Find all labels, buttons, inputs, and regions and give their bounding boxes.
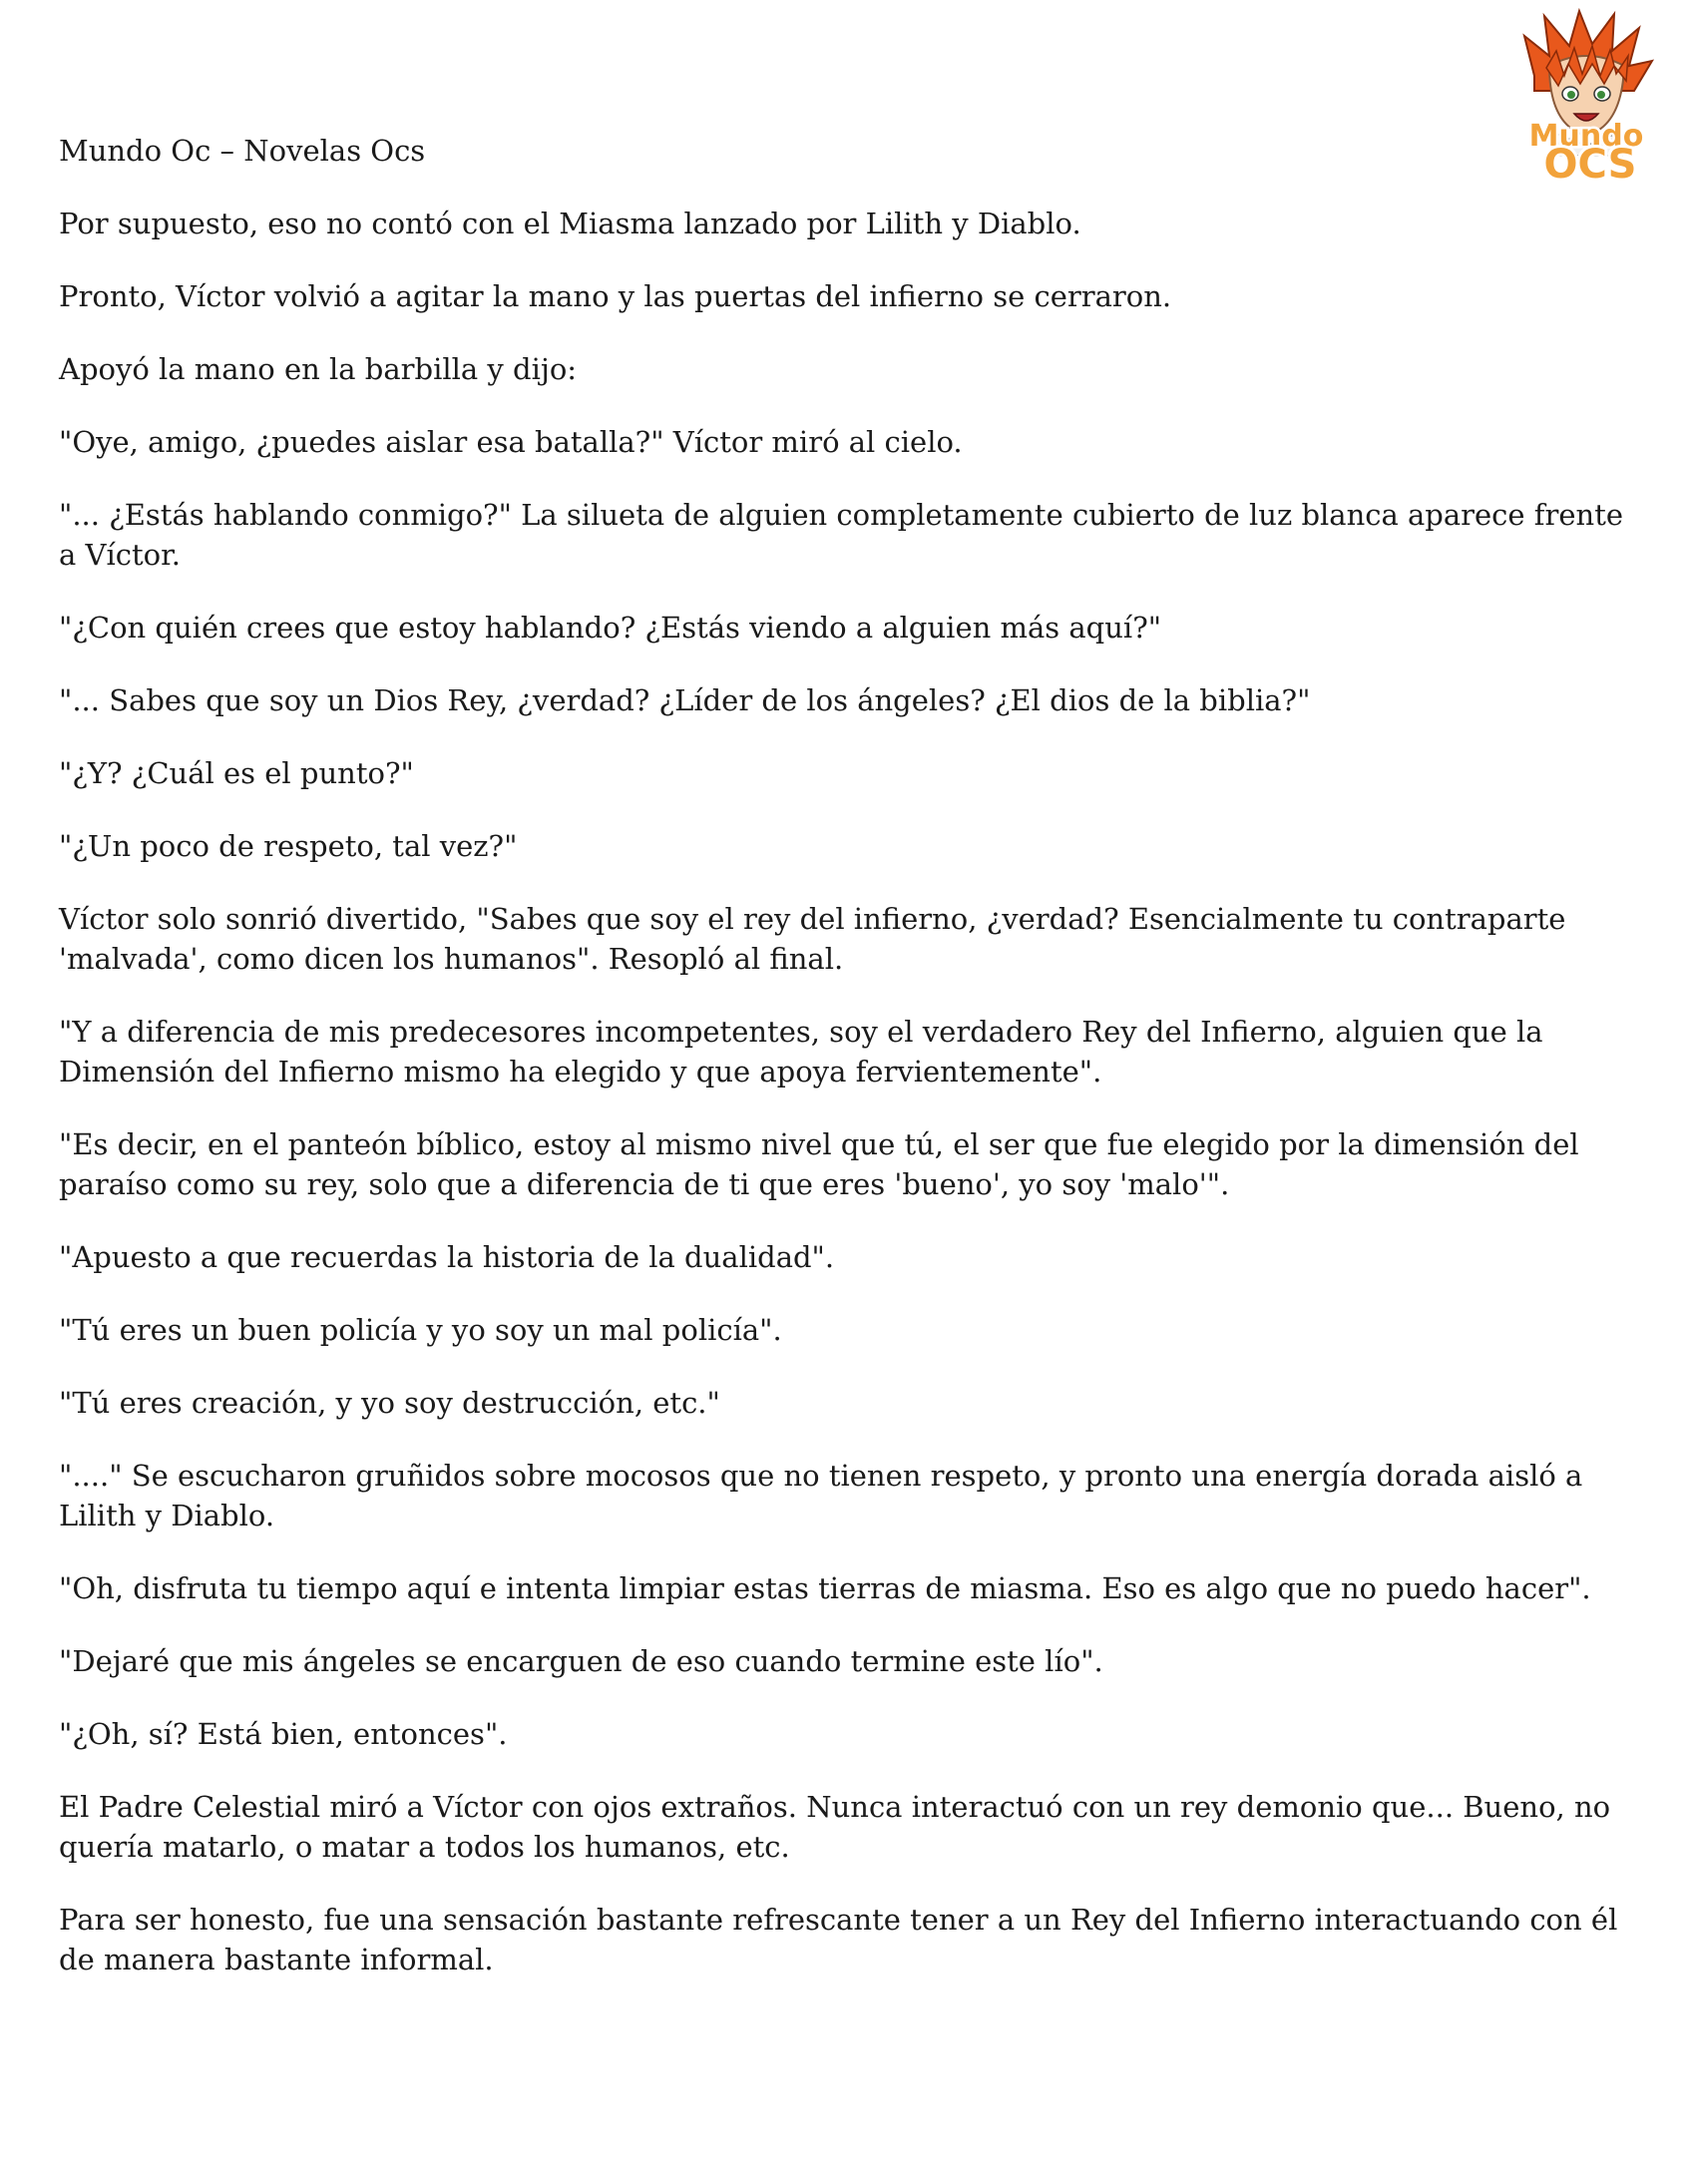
paragraph: Víctor solo sonrió divertido, "Sabes que soy el rey del infierno, ¿verdad? Esencialmente tu contraparte 'malvada', como dicen los humanos". Resopló al final. [59, 902, 1566, 976]
paragraph: "¿Un poco de respeto, tal vez?" [59, 829, 518, 863]
paragraph: Para ser honesto, fue una sensación bastante refrescante tener a un Rey del Infierno interactuando con él de manera bastante informal. [59, 1903, 1618, 1976]
paragraph: "... ¿Estás hablando conmigo?" La silueta de alguien completamente cubierto de luz blanca aparece frente a Víctor. [59, 498, 1624, 572]
paragraph: "Dejaré que mis ángeles se encarguen de eso cuando termine este lío". [59, 1644, 1103, 1678]
document-header: Mundo Oc – Novelas Ocs [59, 134, 426, 168]
anime-face-logo-icon [1494, 6, 1674, 186]
paragraph: Por supuesto, eso no contó con el Miasma lanzado por Lilith y Diablo. [59, 207, 1081, 240]
paragraph: Pronto, Víctor volvió a agitar la mano y las puertas del infierno se cerraron. [59, 279, 1172, 313]
paragraph: "Tú eres un buen policía y yo soy un mal policía". [59, 1313, 782, 1347]
story-text [59, 204, 1640, 2012]
logo-text-line1: Mundo [1528, 119, 1644, 154]
logo-text-line2: OCS [1543, 142, 1637, 186]
paragraph: El Padre Celestial miró a Víctor con ojos extraños. Nunca interactuó con un rey demonio que... Bueno, no quería matarlo, o matar a todos los humanos, etc. [59, 1790, 1611, 1864]
paragraph: "... Sabes que soy un Dios Rey, ¿verdad? ¿Líder de los ángeles? ¿El dios de la biblia?" [59, 683, 1311, 717]
paragraph: "Y a diferencia de mis predecesores incompetentes, soy el verdadero Rey del Infierno, alguien que la Dimensión del Infierno mismo ha elegido y que apoya fervientemente". [59, 1015, 1543, 1089]
paragraph: "¿Y? ¿Cuál es el punto?" [59, 756, 414, 790]
paragraph: "Es decir, en el panteón bíblico, estoy al mismo nivel que tú, el ser que fue elegido por la dimensión del paraíso como su rey, solo que a diferencia de ti que eres 'bueno', yo soy 'malo'". [59, 1127, 1579, 1201]
paragraph: "¿Oh, sí? Está bien, entonces". [59, 1717, 508, 1751]
paragraph: "Tú eres creación, y yo soy destrucción, etc." [59, 1386, 720, 1420]
paragraph: "Apuesto a que recuerdas la historia de la dualidad". [59, 1240, 835, 1274]
paragraph: "Oh, disfruta tu tiempo aquí e intenta limpiar estas tierras de miasma. Eso es algo que no puedo hacer". [59, 1571, 1591, 1605]
paragraph: "¿Con quién crees que estoy hablando? ¿Estás viendo a alguien más aquí?" [59, 611, 1162, 645]
paragraph: Apoyó la mano en la barbilla y dijo: [59, 352, 578, 386]
paragraph: "...." Se escucharon gruñidos sobre mocosos que no tienen respeto, y pronto una energía dorada aisló a Lilith y Diablo. [59, 1459, 1583, 1532]
mundo-ocs-logo [1494, 6, 1674, 186]
paragraph: "Oye, amigo, ¿puedes aislar esa batalla?" Víctor miró al cielo. [59, 425, 963, 459]
